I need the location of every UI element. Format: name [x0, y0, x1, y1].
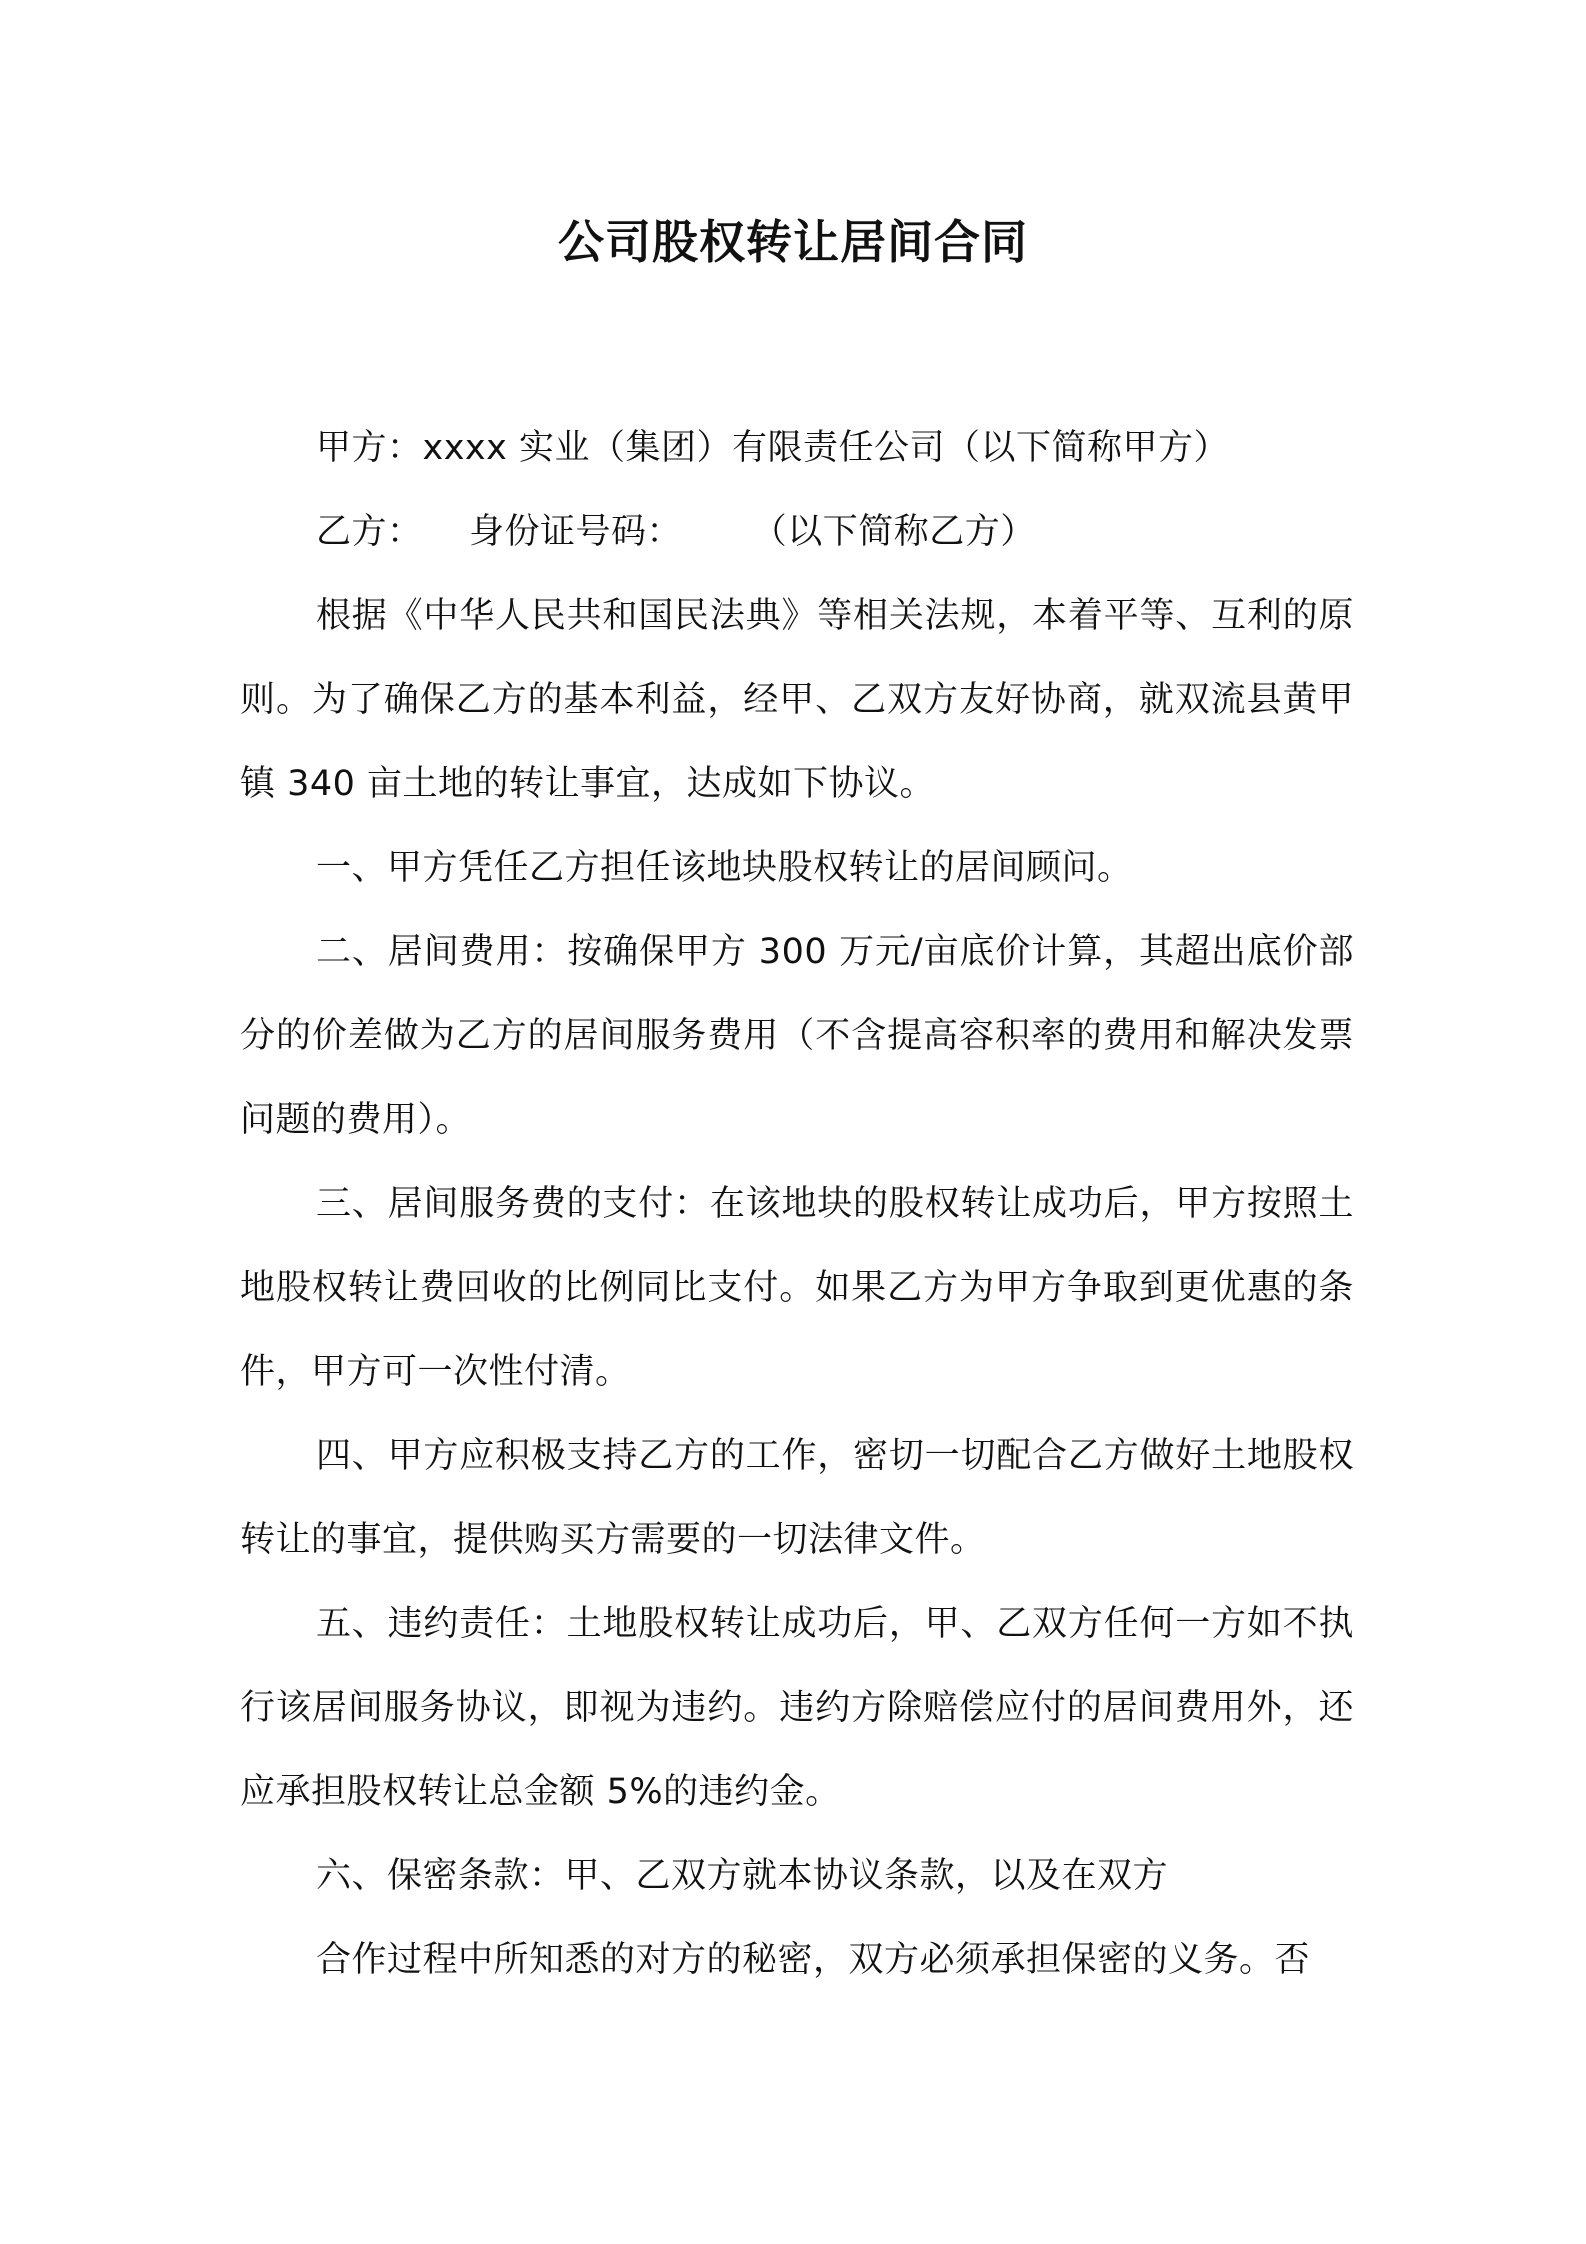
clause-3: 三、居间服务费的支付：在该地块的股权转让成功后，甲方按照土地股权转让费回收的比例同比支付。如果乙方为甲方争取到更优惠的条件，甲方可一次性付清。 — [240, 1184, 1354, 1392]
document-body — [240, 406, 1354, 2002]
clause-4: 四、甲方应积极支持乙方的工作，密切一切配合乙方做好土地股权转让的事宜，提供购买方需要的一切法律文件。 — [240, 1436, 1354, 1560]
preamble-paragraph: 根据《中华人民共和国民法典》等相关法规，本着平等、互利的原则。为了确保乙方的基本利益，经甲、乙双方友好协商，就双流县黄甲镇 340 亩土地的转让事宜，达成如下协议。 — [240, 596, 1354, 804]
document-title: 公司股权转让居间合同 — [558, 215, 1028, 269]
clause-5: 五、违约责任：土地股权转让成功后，甲、乙双方任何一方如不执行该居间服务协议，即视为违约。违约方除赔偿应付的居间费用外，还应承担股权转让总金额 5%的违约金。 — [240, 1604, 1354, 1812]
clause-1: 一、甲方凭任乙方担任该地块股权转让的居间顾问。 — [316, 848, 1133, 888]
party-a-line: 甲方：xxxx 实业（集团）有限责任公司（以下简称甲方） — [316, 428, 1229, 468]
clause-6-continued: 合作过程中所知悉的对方的秘密，双方必须承担保密的义务。否 — [316, 1940, 1311, 1980]
clause-2: 二、居间费用：按确保甲方 300 万元/亩底价计算，其超出底价部分的价差做为乙方的居间服务费用（不含提高容积率的费用和解决发票问题的费用）。 — [240, 932, 1354, 1140]
party-b-line: 乙方： 身份证号码： （以下简称乙方） — [316, 512, 1036, 552]
clause-6: 六、保密条款：甲、乙双方就本协议条款，以及在双方 — [316, 1856, 1169, 1896]
